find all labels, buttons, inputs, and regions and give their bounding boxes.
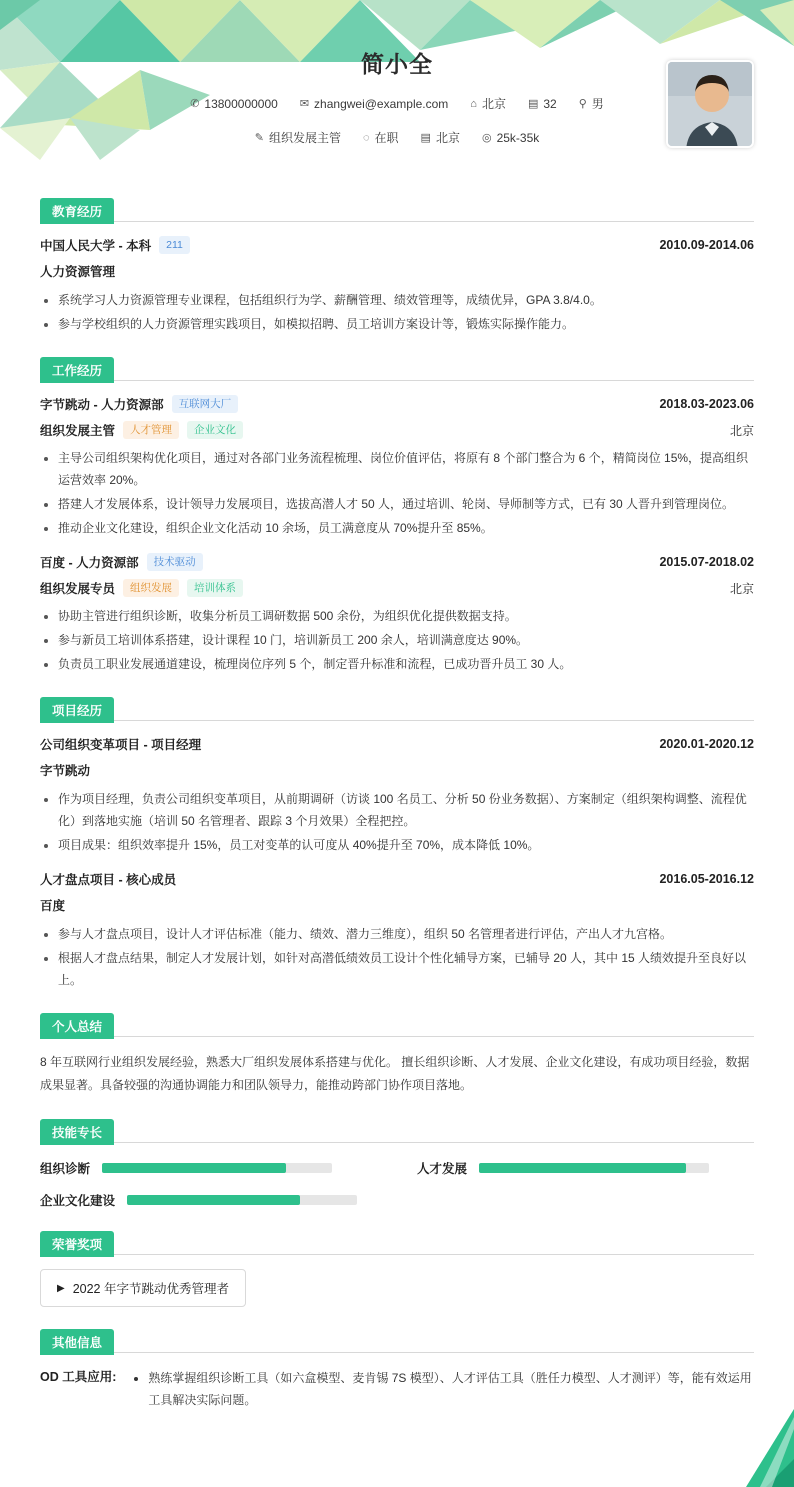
project-date: 2016.05-2016.12 [659,872,754,886]
contact-row [40,95,754,113]
list-item: • 搭建人才发展体系，设计领导力发展项目，选拔高潜人才 50 人，通过培训、轮岗、导师制等方式，已有 30 人晋升到管理岗位。 [58,493,754,515]
section-title-projects: 项目经历 [40,697,114,723]
education-entry [40,236,754,335]
skill-progress-bar [127,1195,357,1205]
work-entry [40,395,754,539]
project-company-row [40,896,754,915]
location-icon: ⌂ [470,98,477,110]
skills-grid [40,1157,754,1209]
list-item: • 负责员工职业发展通道建设，梳理岗位序列 5 个，制定晋升标准和流程，已成功晋升员工 30 人。 [58,653,754,675]
work-role-tag: 培训体系 [187,579,243,597]
list-item: • 作为项目经理，负责公司组织变革项目，从前期调研（访谈 100 名员工、分析 50 份业务数据）、方案制定（组织架构调整、流程优化）到落地实施（培训 50 名管理者、跟踪 3 个月效果）全程把控。 [58,788,754,832]
work-entry-left [40,395,238,413]
job-status [363,129,399,147]
work-role-left [40,579,243,597]
briefcase-icon: ✎ [254,132,264,144]
skill-label: 企业文化建设 [40,1194,116,1208]
work-role: 组织发展主管 [40,424,116,438]
section-header-other [40,1329,754,1353]
education-school: 中国人民大学 - 本科 [40,239,152,253]
avatar [666,60,754,148]
contact-email-text: zhangwei@example.com [314,97,449,111]
work-entry-row [40,553,754,571]
list-item: • 根据人才盘点结果，制定人才发展计划，如针对高潜低绩效员工设计个性化辅导方案，已辅导 20 人，其中 15 人绩效提升至良好以上。 [58,947,754,991]
skill-label: 人才发展 [417,1162,468,1176]
honor-item[interactable] [40,1269,246,1307]
work-tag: 技术驱动 [147,553,203,571]
resume-header [0,0,794,168]
list-item: • 推动企业文化建设，组织企业文化活动 10 余场，员工满意度从 70%提升至 85%。 [58,517,754,539]
project-company: 百度 [40,899,66,913]
education-entry-row [40,236,754,254]
job-city-text: 北京 [435,131,460,145]
list-item: • 熟练掌握组织诊断工具（如六盒模型、麦肯锡 7S 模型）、人才评估工具（胜任力模型、人才测评）等，能有效运用工具解决实际问题。 [148,1367,754,1411]
list-item: • 项目成果：组织效率提升 15%，员工对变革的认可度从 40%提升至 70%，成本降低 10%。 [58,834,754,856]
work-role-left [40,421,243,439]
section-divider [40,1352,754,1353]
section-education [40,198,754,335]
list-item: • 参与人才盘点项目，设计人才评估标准（能力、绩效、潜力三维度），组织 50 名管理者进行评估，产出人才九宫格。 [58,923,754,945]
project-entry-row [40,735,754,753]
section-header-summary [40,1013,754,1037]
list-item: • 系统学习人力资源管理专业课程，包括组织行为学、薪酬管理、绩效管理等，成绩优异，GPA 3.8/4.0。 [58,289,754,311]
job-salary-text: 25k-35k [496,131,540,145]
phone-icon: ✆ [190,98,200,110]
summary-text: 8 年互联网行业组织发展经验，熟悉大厂组织发展体系搭建与优化。 擅长组织诊断、人才发展、企业文化建设，有成功项目经验，数据成果显著。具备较强的沟通协调能力和团队领导力，能推动跨部门协作项目落地。 [40,1055,750,1092]
section-header-education [40,198,754,222]
section-header-projects [40,697,754,721]
play-icon: ▶ [57,1282,65,1294]
section-summary [40,1013,754,1097]
project-entry [40,870,754,991]
job-title [255,129,341,147]
corner-decoration [716,1409,794,1487]
education-major-row [40,262,754,281]
other-row [40,1367,754,1411]
work-role-row [40,579,754,597]
project-company: 字节跳动 [40,764,91,778]
work-role-tag: 企业文化 [187,421,243,439]
resume-body [0,168,794,1451]
work-entry-row [40,395,754,413]
work-role-tag: 人才管理 [123,421,179,439]
list-item: • 协助主管进行组织诊断，收集分析员工调研数据 500 余份，为组织优化提供数据支持。 [58,605,754,627]
work-tag: 互联网大厂 [172,395,239,413]
education-tag: 211 [159,236,190,254]
gender-icon: ⚲ [578,98,587,110]
work-role: 组织发展专员 [40,582,116,596]
project-company-row [40,761,754,780]
section-other [40,1329,754,1411]
project-name: 公司组织变革项目 - 项目经理 [40,738,202,752]
other-list [130,1367,754,1411]
section-title-work: 工作经历 [40,357,114,383]
section-title-summary: 个人总结 [40,1013,114,1039]
education-entry-left [40,236,190,254]
section-title-education: 教育经历 [40,198,114,224]
salary-icon: ◎ [481,132,492,144]
contact-location-text: 北京 [481,97,506,111]
section-divider [40,1142,754,1143]
contact-age [528,95,557,113]
section-divider [40,1036,754,1037]
contact-age-text: 32 [543,97,557,111]
project-name: 人才盘点项目 - 核心成员 [40,873,177,887]
section-divider [40,380,754,381]
skill-progress-bar [102,1163,332,1173]
work-role-row [40,421,754,439]
avatar-photo [668,62,754,148]
work-location: 北京 [729,581,754,596]
mail-icon: ✉ [299,98,310,110]
skill-item [417,1159,754,1177]
contact-phone-text: 13800000000 [204,97,278,111]
job-status-text: 在职 [374,131,399,145]
contact-gender [579,95,604,113]
work-role-tag: 组织发展 [123,579,179,597]
education-bullets [40,289,754,335]
work-location: 北京 [729,423,754,438]
education-major: 人力资源管理 [40,265,116,279]
skill-item [40,1159,377,1177]
list-item: • 参与新员工培训体系搭建，设计课程 10 门，培训新员工 200 余人，培训满意度达 90%。 [58,629,754,651]
section-honors [40,1231,754,1307]
project-entry [40,735,754,856]
project-entry-row [40,870,754,888]
candidate-name: 简小全 [361,51,433,77]
section-header-work [40,357,754,381]
work-entry [40,553,754,675]
job-info-row [40,129,754,147]
section-divider [40,720,754,721]
skill-label: 组织诊断 [40,1162,91,1176]
work-date: 2018.03-2023.06 [659,397,754,411]
education-date: 2010.09-2014.06 [659,238,754,252]
project-bullets [40,788,754,856]
contact-gender-text: 男 [591,97,604,111]
city-icon: ▤ [420,132,431,144]
list-item: • 主导公司组织架构优化项目，通过对各部门业务流程梳理、岗位价值评估，将原有 8 个部门整合为 6 个，精简岗位 15%，提高组织运营效率 20%。 [58,447,754,491]
project-date: 2020.01-2020.12 [659,737,754,751]
skill-item [40,1191,377,1209]
work-entry-left [40,553,203,571]
section-title-other: 其他信息 [40,1329,114,1355]
project-bullets [40,923,754,991]
work-date: 2015.07-2018.02 [659,555,754,569]
work-company: 字节跳动 - 人力资源部 [40,398,164,412]
section-divider [40,1254,754,1255]
section-skills [40,1119,754,1209]
section-title-skills: 技能专长 [40,1119,114,1145]
contact-email [300,95,448,113]
job-title-text: 组织发展主管 [268,131,341,145]
work-bullets [40,605,754,675]
other-label: OD 工具应用: [40,1370,117,1384]
section-projects [40,697,754,991]
honor-text: 2022 年字节跳动优秀管理者 [72,1282,229,1296]
list-item: • 参与学校组织的人力资源管理实践项目，如模拟招聘、员工培训方案设计等，锻炼实际操作能力。 [58,313,754,335]
skill-progress-bar [479,1163,709,1173]
section-header-honors [40,1231,754,1255]
section-title-honors: 荣誉奖项 [40,1231,114,1257]
work-bullets [40,447,754,539]
work-company: 百度 - 人力资源部 [40,556,139,570]
section-header-skills [40,1119,754,1143]
id-icon: ▤ [527,98,539,110]
contact-location [470,95,506,113]
section-work [40,357,754,675]
contact-phone [190,95,278,113]
job-salary [482,129,539,147]
status-icon: ◌ [362,132,370,144]
job-city [421,129,460,147]
section-divider [40,221,754,222]
